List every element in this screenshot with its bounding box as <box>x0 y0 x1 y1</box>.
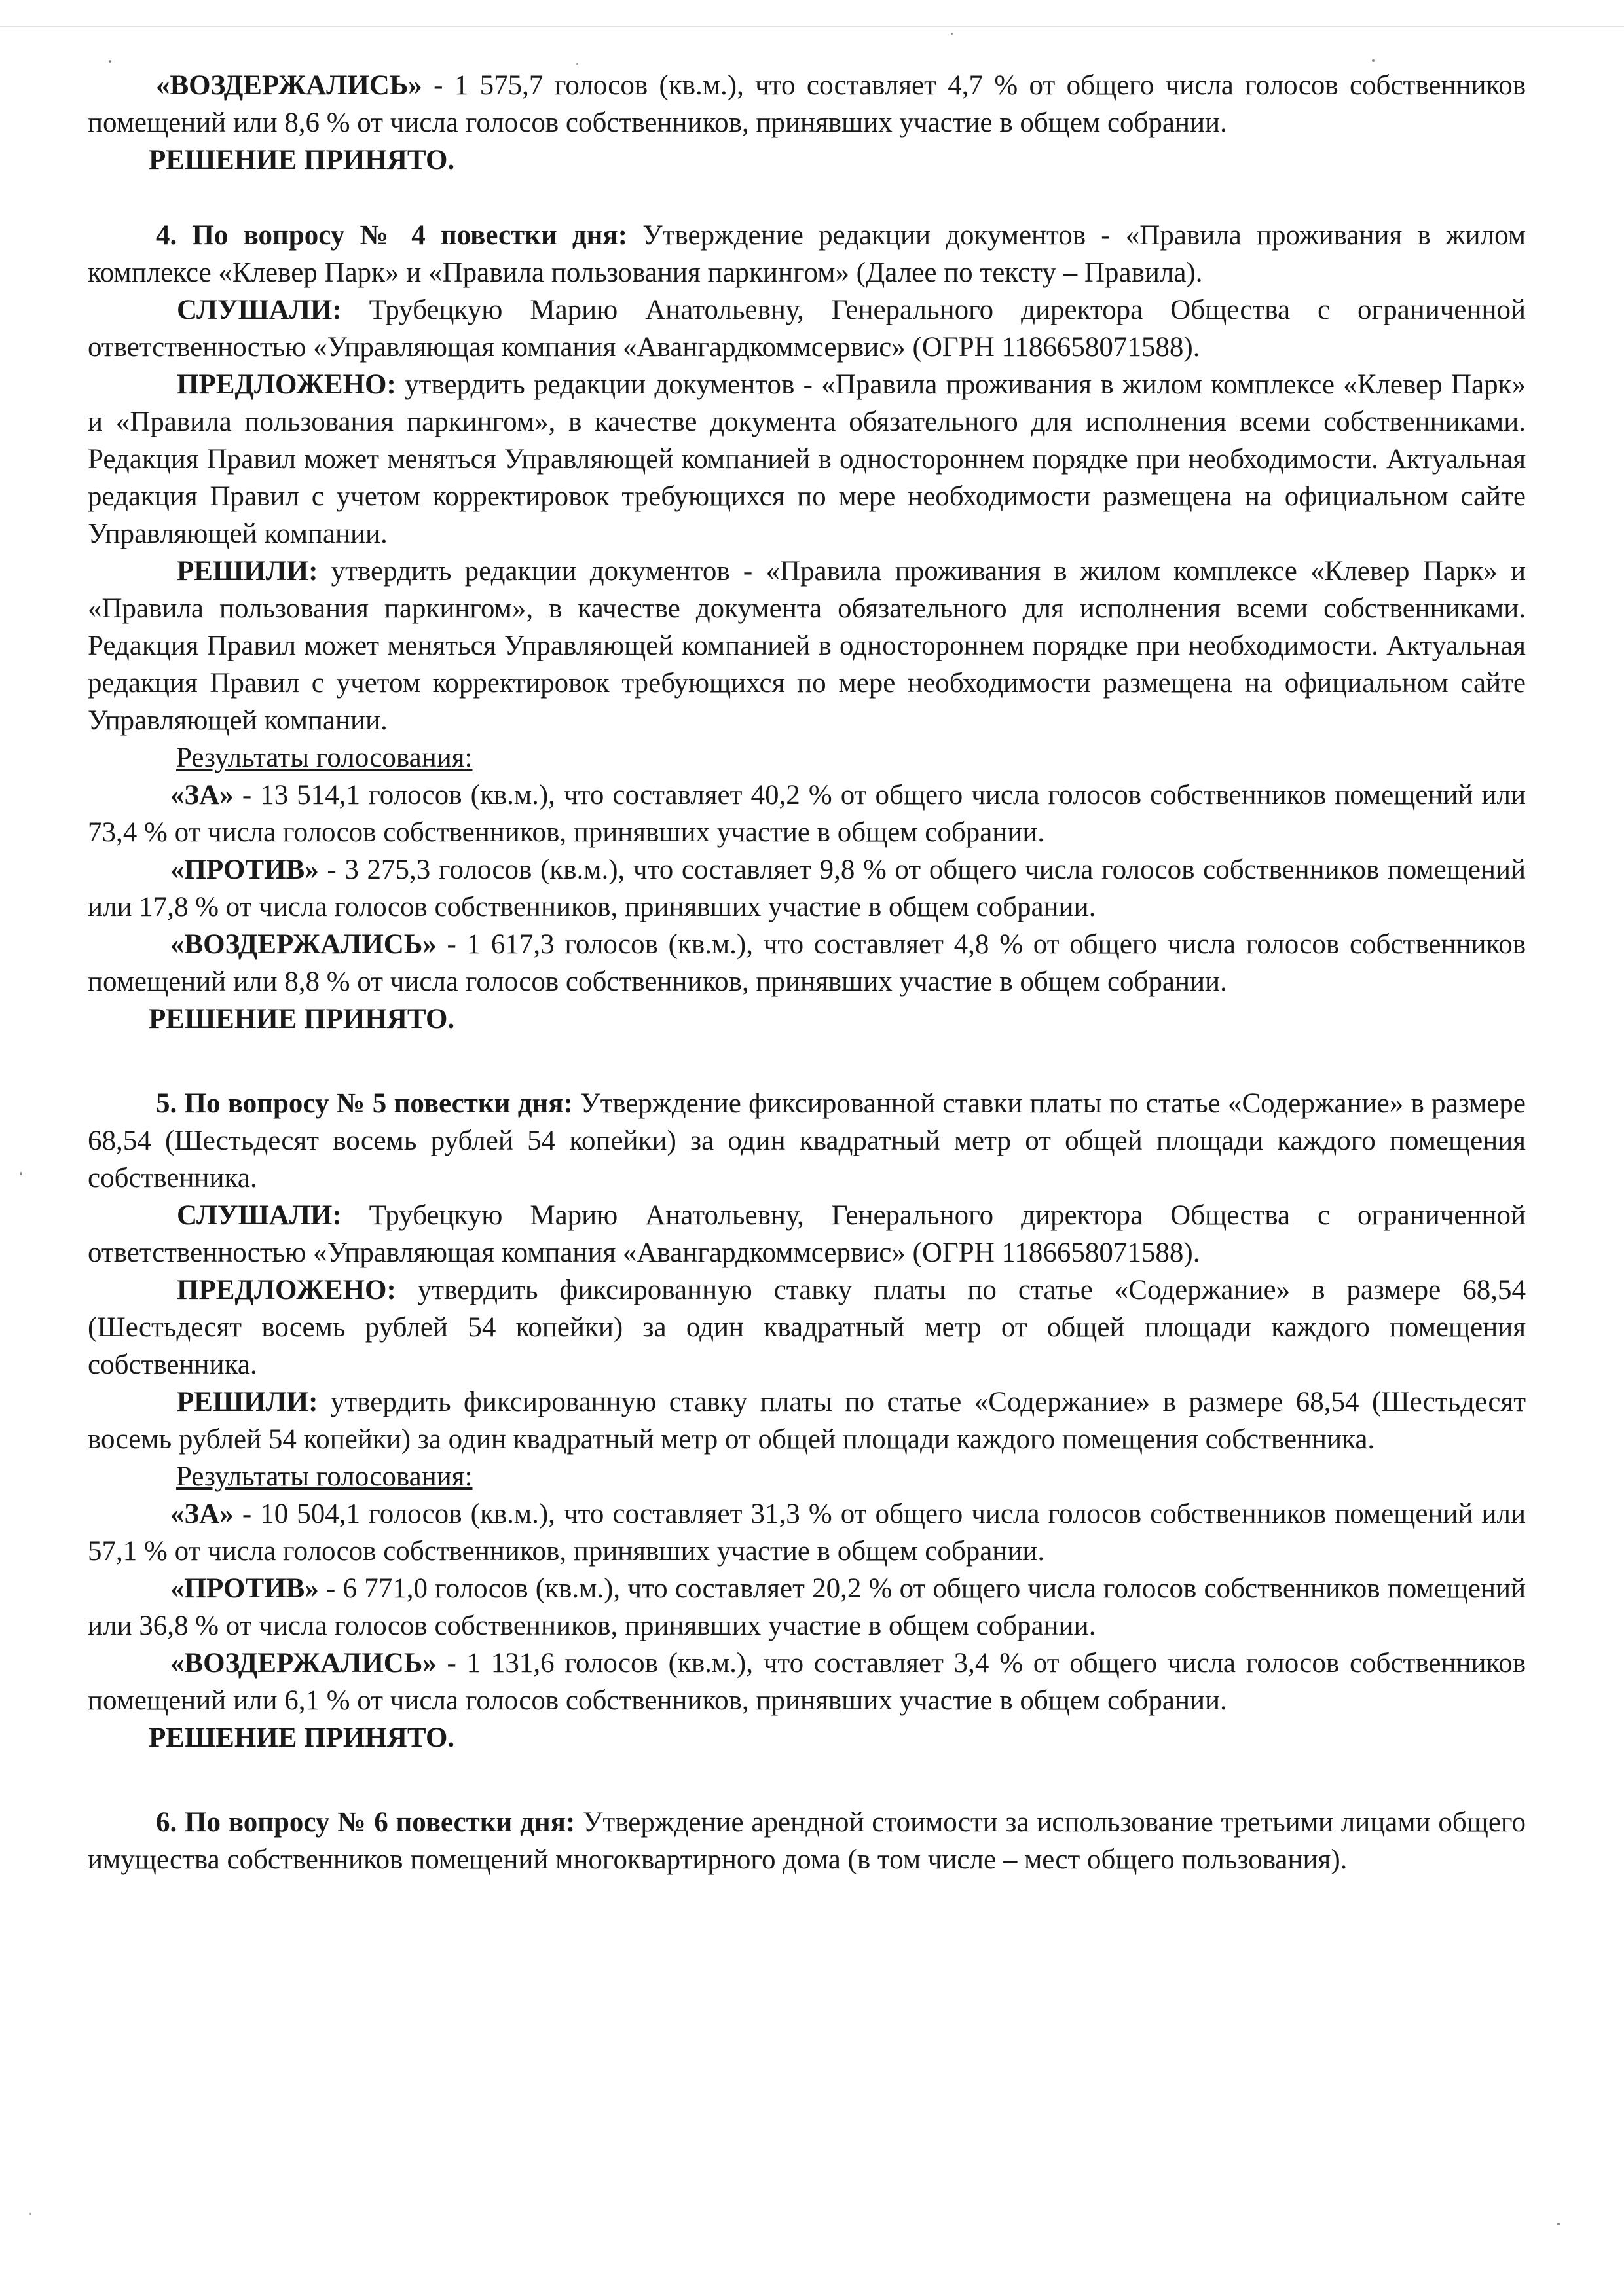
proposed-paragraph <box>88 366 1526 553</box>
vote-label: «ВОЗДЕРЖАЛИСЬ» <box>170 1648 437 1679</box>
vote-text: - 3 275,3 голосов (кв.м.), что составляет 9,8 % от общего числа голосов собственников помещений или 17,8 % от числа голосов собственников, принявших участие в общем собрании. <box>88 854 1526 922</box>
decided-label: РЕШИЛИ: <box>177 556 318 587</box>
question-subject: Утверждение арендной стоимости за использование третьими лицами общего имущества собственников помещений многоквартирного дома (в том числе – мест общего пользования). <box>88 1807 1526 1875</box>
proposed-label: ПРЕДЛОЖЕНО: <box>177 369 396 400</box>
vote-text: - 1 617,3 голосов (кв.м.), что составляет 4,8 % от общего числа голосов собственников помещений или 8,8 % от числа голосов собственников, принявших участие в общем собрании. <box>88 929 1526 997</box>
decided-text: утвердить фиксированную ставку платы по статье «Содержание» в размере 68,54 (Шестьдесят восемь рублей 54 копейки) за один квадратный метр от общей площади каждого помещения собственника. <box>88 1387 1526 1455</box>
proposed-paragraph <box>88 1271 1526 1383</box>
vote-text: - 13 514,1 голосов (кв.м.), что составляет 40,2 % от общего числа голосов собственников помещений или 73,4 % от числа голосов собственников, принявших участие в общем собрании. <box>88 780 1526 848</box>
vote-label: «ПРОТИВ» <box>170 1573 319 1604</box>
heard-text: Трубецкую Марию Анатольевну, Генерального директора Общества с ограниченной ответственностью «Управляющая компания «Авангардкоммсервис» (ОГРН 1186658071588). <box>88 295 1526 363</box>
scan-top-edge <box>0 26 1624 27</box>
vote-label: «ЗА» <box>170 780 234 811</box>
vote-abstain-line <box>88 67 1526 141</box>
question-title: 6. По вопросу № 6 повестки дня: <box>156 1807 576 1838</box>
scan-speck <box>29 2213 31 2215</box>
vote-against-line <box>88 1570 1526 1645</box>
proposed-text: утвердить фиксированную ставку платы по статье «Содержание» в размере 68,54 (Шестьдесят восемь рублей 54 копейки) за один квадратный метр от общей площади каждого помещения собственника. <box>88 1275 1526 1380</box>
scan-speck <box>576 63 578 65</box>
question-title: 5. По вопросу № 5 повестки дня: <box>156 1088 573 1119</box>
voting-results-title: Результаты голосования: <box>176 1461 473 1492</box>
decided-paragraph <box>88 553 1526 739</box>
question-5-heading <box>88 1085 1526 1197</box>
decided-paragraph <box>88 1383 1526 1458</box>
vote-for-line <box>88 776 1526 851</box>
question-6-heading <box>88 1804 1526 1878</box>
question-subject: Утверждение редакции документов - «Правила проживания в жилом комплексе «Клевер Парк» и «Правила пользования паркингом» (Далее по тексту – Правила). <box>88 220 1526 288</box>
vote-for-line <box>88 1495 1526 1570</box>
vote-abstain-line <box>88 926 1526 1000</box>
scan-speck <box>109 60 111 63</box>
voting-results-title: Результаты голосования: <box>176 742 473 773</box>
scan-speck <box>20 1172 22 1175</box>
vote-text: - 1 575,7 голосов (кв.м.), что составляет 4,7 % от общего числа голосов собственников помещений или 8,6 % от числа голосов собственников, принявших участие в общем собрании. <box>88 70 1526 138</box>
scan-speck <box>1372 59 1375 62</box>
question-subject: Утверждение фиксированной ставки платы по статье «Содержание» в размере 68,54 (Шестьдесят восемь рублей 54 копейки) за один квадратный метр от общей площади каждого помещения собственника. <box>88 1088 1526 1194</box>
scan-speck <box>1557 2223 1560 2225</box>
scan-speck <box>951 33 953 35</box>
decision-adopted: РЕШЕНИЕ ПРИНЯТО. <box>149 1004 455 1034</box>
decided-label: РЕШИЛИ: <box>177 1387 318 1417</box>
vote-text: - 1 131,6 голосов (кв.м.), что составляет 3,4 % от общего числа голосов собственников помещений или 6,1 % от числа голосов собственников, принявших участие в общем собрании. <box>88 1648 1526 1716</box>
vote-label: «ЗА» <box>170 1499 234 1529</box>
heard-label: СЛУШАЛИ: <box>177 295 342 325</box>
vote-abstain-line <box>88 1645 1526 1719</box>
vote-text: - 6 771,0 голосов (кв.м.), что составляет 20,2 % от общего числа голосов собственников помещений или 36,8 % от числа голосов собственников, принявших участие в общем собрании. <box>88 1573 1526 1641</box>
heard-label: СЛУШАЛИ: <box>177 1200 342 1231</box>
heard-text: Трубецкую Марию Анатольевну, Генерального директора Общества с ограниченной ответственностью «Управляющая компания «Авангардкоммсервис» (ОГРН 1186658071588). <box>88 1200 1526 1268</box>
proposed-text: утвердить редакции документов - «Правила проживания в жилом комплексе «Клевер Парк» и «Правила пользования паркингом», в качестве документа обязательного для исполнения всеми собственниками. Редакция Правил может меняться Управляющей компанией в одностороннем порядке при необходимости. Актуальная редакция Правил с учетом корректировок требующихся по мере необходимости размещена на официальном сайте Управляющей компании. <box>88 369 1526 549</box>
decision-adopted: РЕШЕНИЕ ПРИНЯТО. <box>149 1722 455 1753</box>
document-page <box>88 67 1526 1878</box>
heard-paragraph <box>88 291 1526 366</box>
proposed-label: ПРЕДЛОЖЕНО: <box>177 1275 396 1305</box>
vote-label: «ПРОТИВ» <box>170 854 319 885</box>
vote-text: - 10 504,1 голосов (кв.м.), что составляет 31,3 % от общего числа голосов собственников помещений или 57,1 % от числа голосов собственников, принявших участие в общем собрании. <box>88 1499 1526 1567</box>
question-4-heading <box>88 217 1526 291</box>
decision-adopted: РЕШЕНИЕ ПРИНЯТО. <box>149 145 455 175</box>
decided-text: утвердить редакции документов - «Правила проживания в жилом комплексе «Клевер Парк» и «Правила пользования паркингом», в качестве документа обязательного для исполнения всеми собственниками. Редакция Правил может меняться Управляющей компанией в одностороннем порядке при необходимости. Актуальная редакция Правил с учетом корректировок требующихся по мере необходимости размещена на официальном сайте Управляющей компании. <box>88 556 1526 736</box>
vote-against-line <box>88 851 1526 926</box>
vote-label: «ВОЗДЕРЖАЛИСЬ» <box>156 70 422 101</box>
question-title: 4. По вопросу № 4 повестки дня: <box>156 220 628 251</box>
vote-label: «ВОЗДЕРЖАЛИСЬ» <box>170 929 437 960</box>
heard-paragraph <box>88 1197 1526 1271</box>
